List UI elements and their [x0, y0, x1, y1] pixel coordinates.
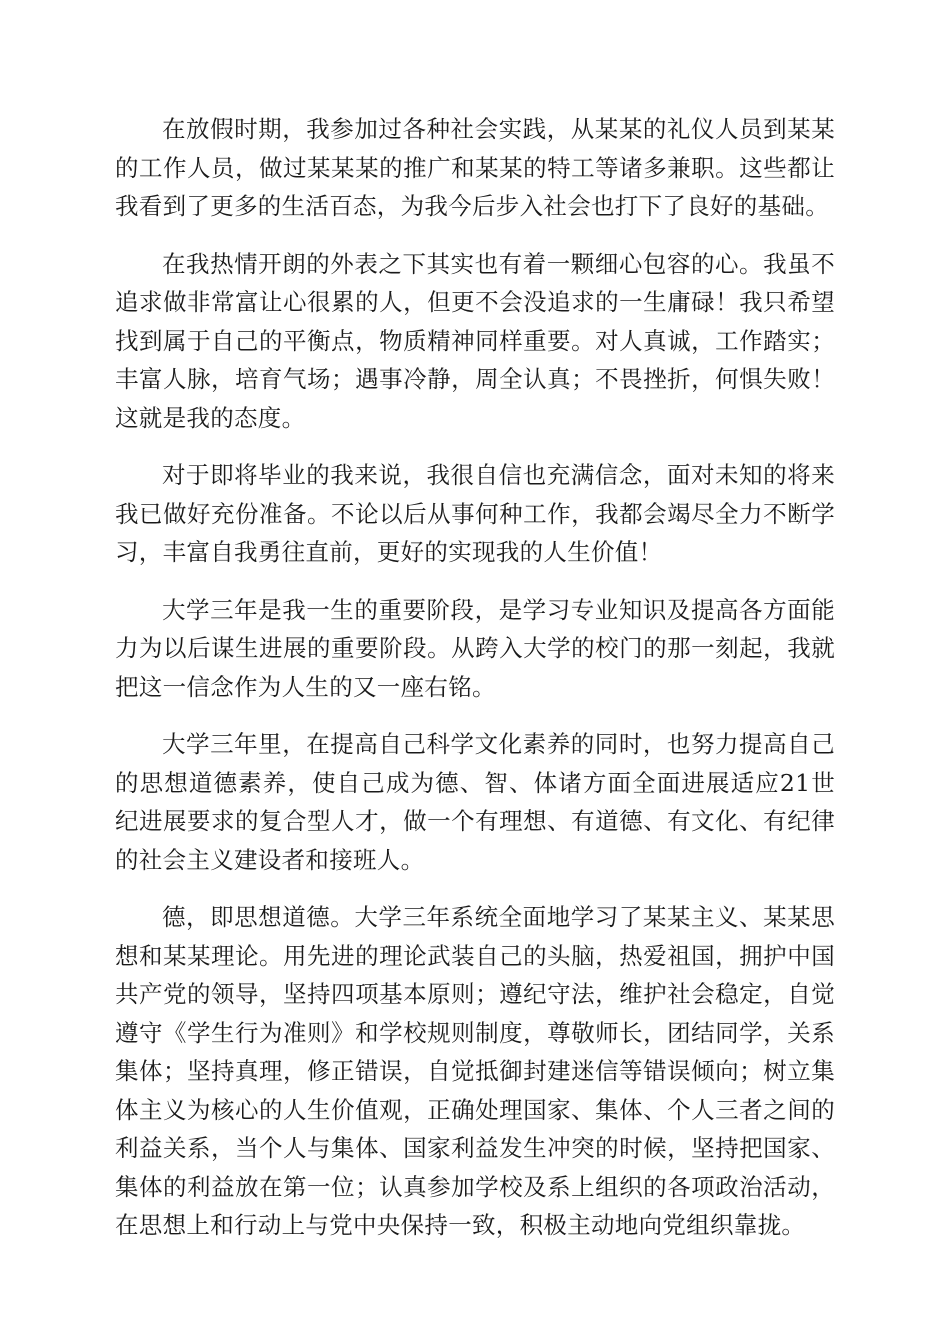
document-body	[115, 110, 835, 1264]
paragraph-2: 在我热情开朗的外表之下其实也有着一颗细心包容的心。我虽不追求做非常富让心很累的人，但更不会没追求的一生庸碌！我只希望找到属于自己的平衡点，物质精神同样重要。对人真诚，工作踏实；丰富人脉，培育气场；遇事冷静，周全认真；不畏挫折，何惧失败！这就是我的态度。	[115, 249, 835, 432]
paragraph-6: 德，即思想道德。大学三年系统全面地学习了某某主义、某某思想和某某理论。用先进的理论武装自己的头脑，热爱祖国，拥护中国共产党的领导，坚持四项基本原则；遵纪守法，维护社会稳定，自觉遵守《学生行为准则》和学校规则制度，尊敬师长，团结同学，关系集体；坚持真理，修正错误，自觉抵御封建迷信等错误倾向；树立集体主义为核心的人生价值观，正确处理国家、集体、个人三者之间的利益关系，当个人与集体、国家利益发生冲突的时候，坚持把国家、集体的利益放在第一位；认真参加学校及系上组织的各项政治活动，在思想上和行动上与党中央保持一致，积极主动地向党组织靠拢。	[115, 903, 835, 1239]
paragraph-3: 对于即将毕业的我来说，我很自信也充满信念，面对未知的将来我已做好充份准备。不论以后从事何种工作，我都会竭尽全力不断学习，丰富自我勇往直前，更好的实现我的人生价值！	[115, 461, 835, 566]
paragraph-1: 在放假时期，我参加过各种社会实践，从某某的礼仪人员到某某的工作人员，做过某某某的推广和某某的特工等诸多兼职。这些都让我看到了更多的生活百态，为我今后步入社会也打下了良好的基础。	[115, 115, 835, 220]
paragraph-5: 大学三年里，在提高自己科学文化素养的同时，也努力提高自己的思想道德素养，使自己成为德、智、体诸方面全面进展适应21世纪进展要求的复合型人才，做一个有理想、有道德、有文化、有纪律的社会主义建设者和接班人。	[115, 730, 835, 874]
paragraph-4: 大学三年是我一生的重要阶段，是学习专业知识及提高各方面能力为以后谋生进展的重要阶段。从跨入大学的校门的那一刻起，我就把这一信念作为人生的又一座右铭。	[115, 595, 835, 701]
